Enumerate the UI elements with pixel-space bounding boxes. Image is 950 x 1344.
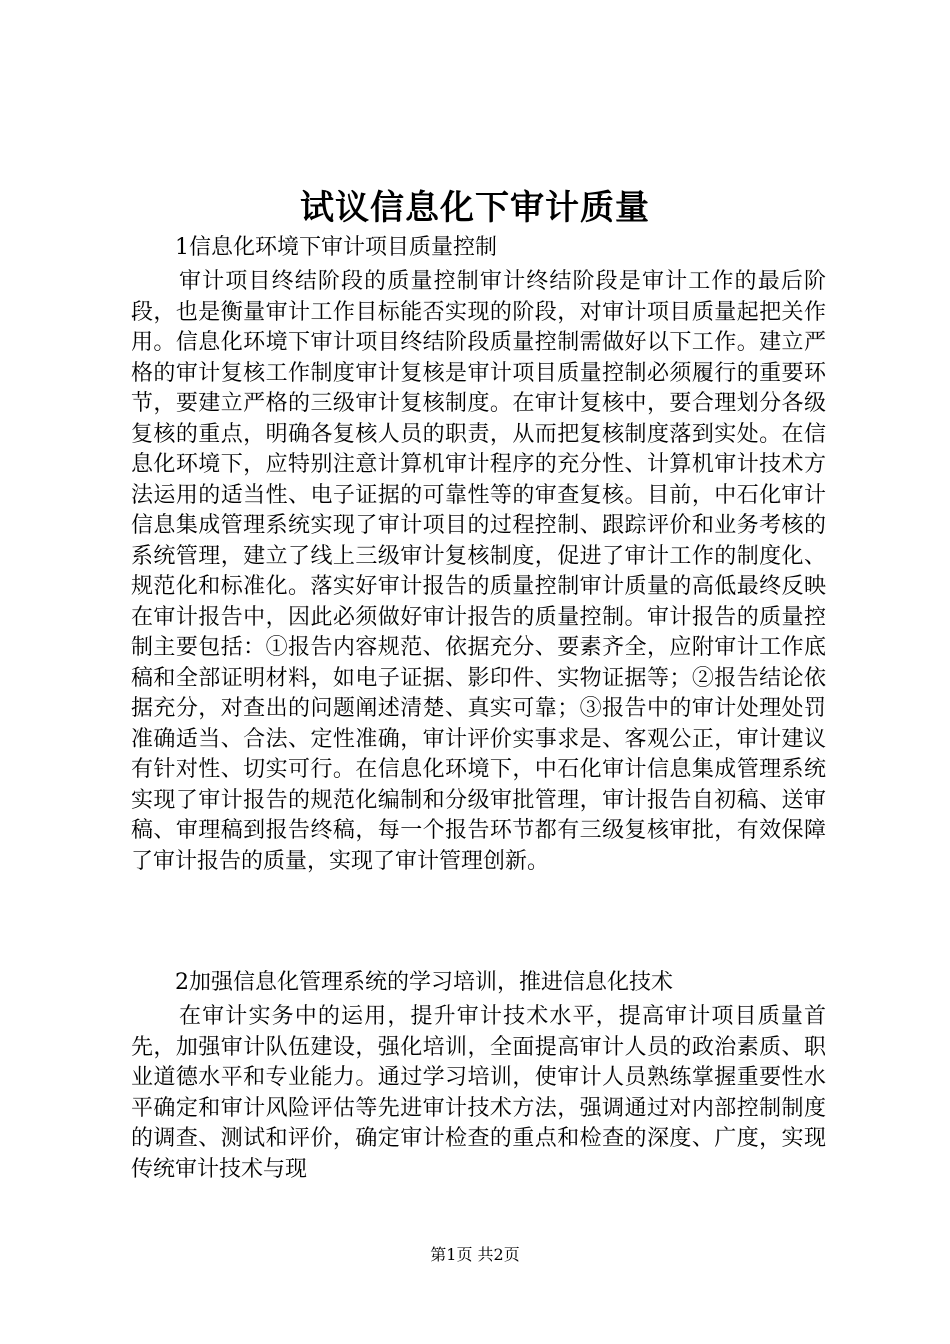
section-1-paragraph: 审计项目终结阶段的质量控制审计终结阶段是审计工作的最后阶段，也是衡量审计工作目标能否实现的阶段，对审计项目质量起把关作用。信息化环境下审计项目终结阶段质量控制需做好以下工作。建立严格的审计复核工作制度审计复核是审计项目质量控制必须履行的重要环节，要建立严格的三级审计复核制度。在审计复核中，要合理划分各级复核的重点，明确各复核人员的职责，从而把复核制度落到实处。在信息化环境下，应特别注意计算机审计程序的充分性、计算机审计技术方法运用的适当性、电子证据的可靠性等的审查复核。目前，中石化审计信息集成管理系统实现了审计项目的过程控制、跟踪评价和业务考核的系统管理，建立了线上三级审计复核制度，促进了审计工作的制度化、规范化和标准化。落实好审计报告的质量控制审计质量的高低最终反映在审计报告中，因此必须做好审计报告的质量控制。审计报告的质量控制主要包括：①报告内容规范、依据充分、要素齐全，应附审计工作底稿和全部证明材料，如电子证据、影印件、实物证据等；②报告结论依据充分，对查出的问题阐述清楚、真实可靠；③报告中的审计处理处罚准确适当、合法、定性准确，审计评价实事求是、客观公正，审计建议有针对性、切实可行。在信息化环境下，中石化审计信息集成管理系统实现了审计报告的规范化编制和分级审批管理，审计报告自初稿、送审稿、审理稿到报告终稿，每一个报告环节都有三级复核审批，有效保障了审计报告的质量，实现了审计管理创新。 — [131, 269, 826, 874]
section-2-heading: 2加强信息化管理系统的学习培训，推进信息化技术 — [175, 970, 673, 995]
page-footer: 第1页 共2页 — [430, 1245, 520, 1264]
section-1-heading: 1信息化环境下审计项目质量控制 — [175, 235, 497, 260]
document-title: 试议信息化下审计质量 — [300, 188, 650, 228]
section-2-paragraph: 在审计实务中的运用，提升审计技术水平，提高审计项目质量首先，加强审计队伍建设，强化培训，全面提高审计人员的政治素质、职业道德水平和专业能力。通过学习培训，使审计人员熟练掌握重要性水平确定和审计风险评估等先进审计技术方法，强调通过对内部控制制度的调查、测试和评价，确定审计检查的重点和检查的深度、广度，实现传统审计技术与现 — [131, 1004, 826, 1182]
